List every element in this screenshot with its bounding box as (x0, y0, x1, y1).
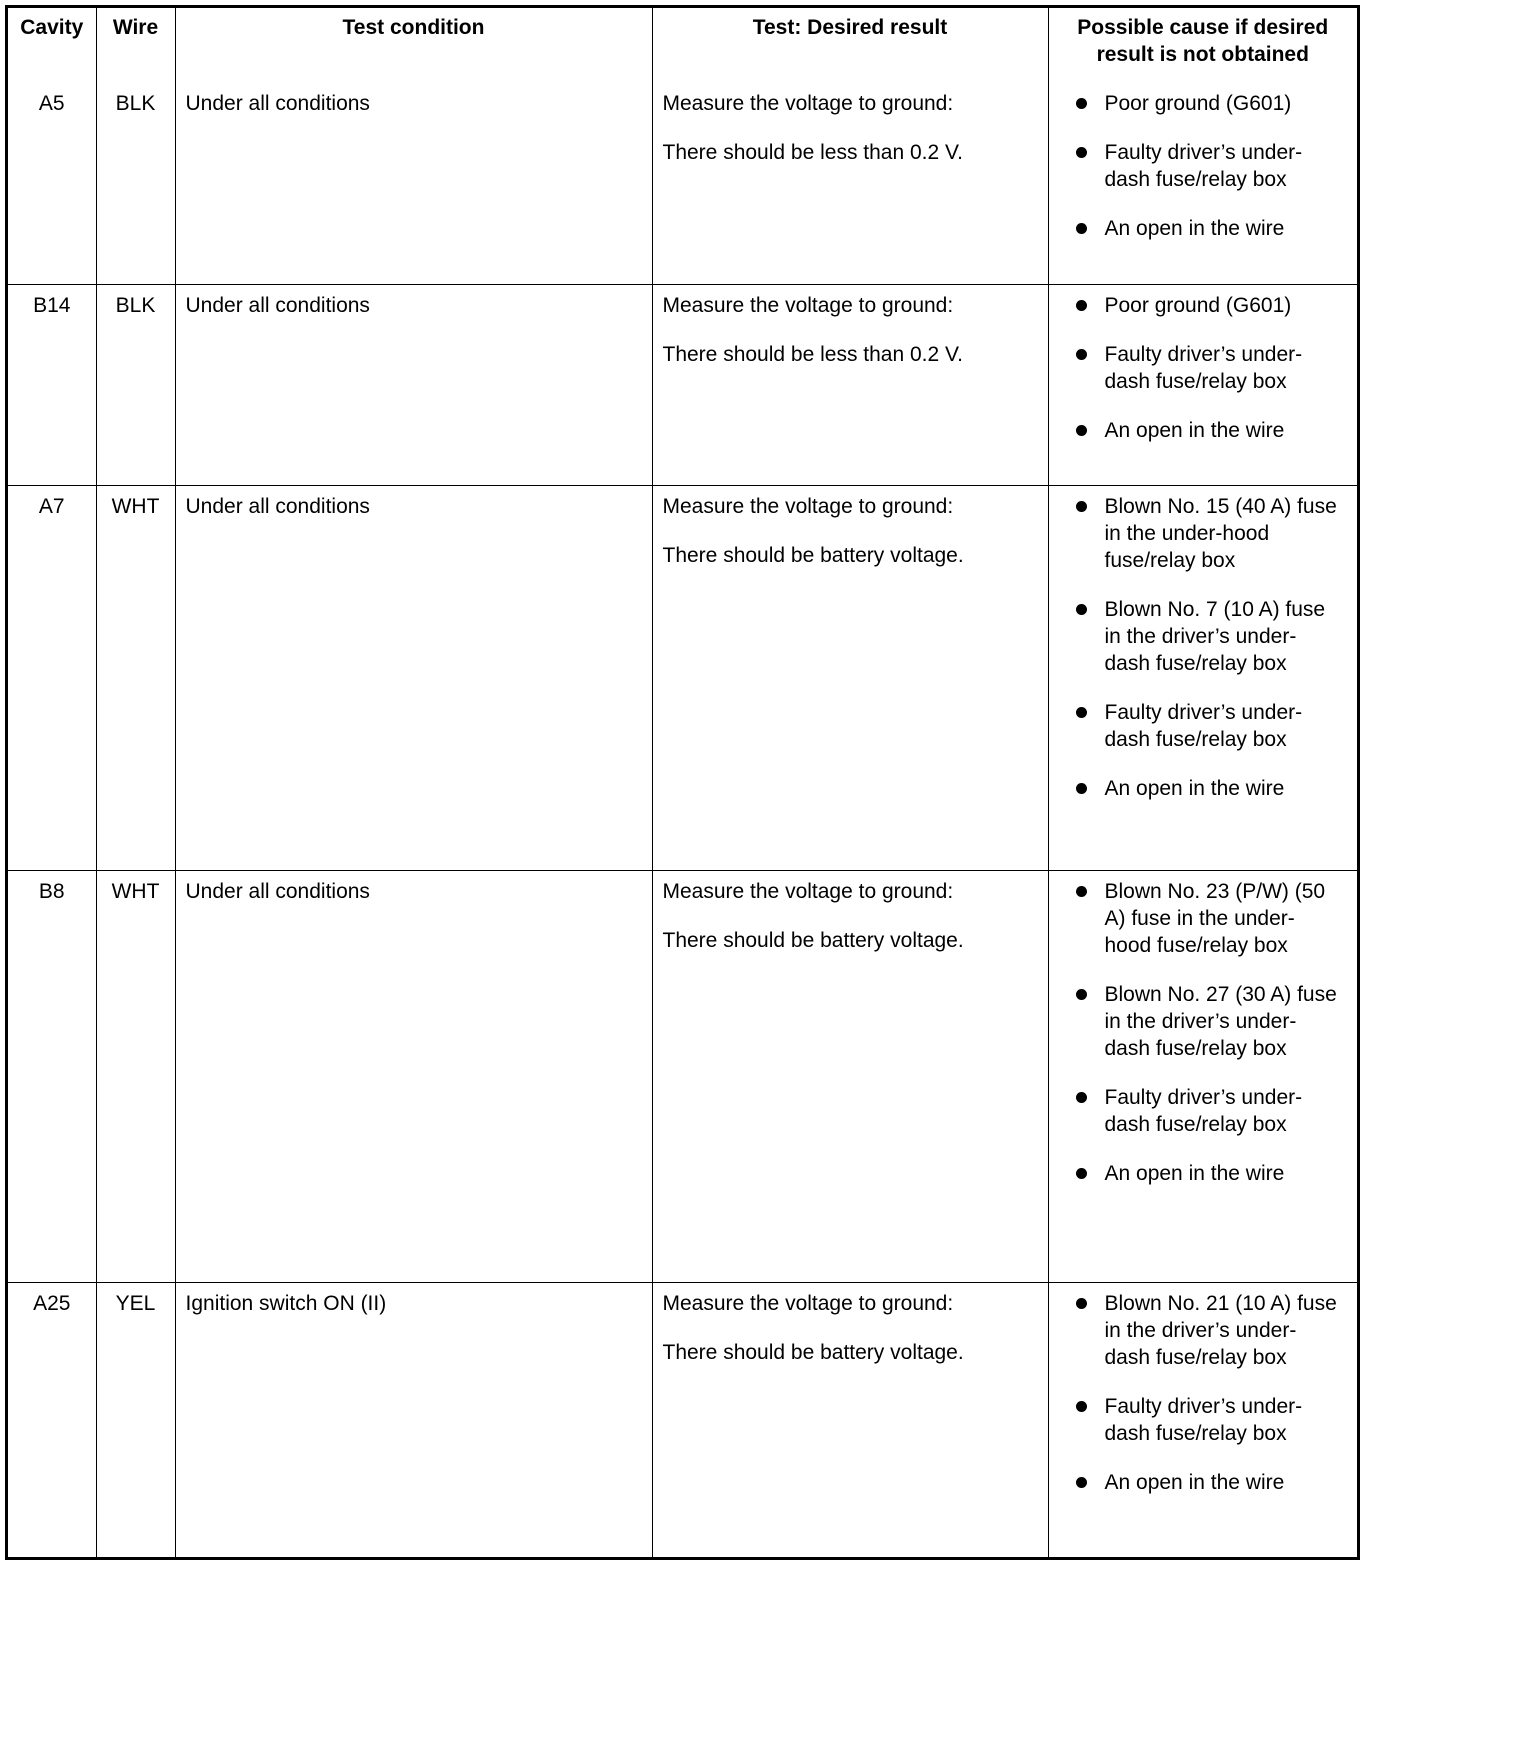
result-cell (652, 284, 1048, 485)
cause-item: Faulty driver’s under-dash fuse/relay box (1059, 1084, 1348, 1138)
result-instruction: Measure the voltage to ground: (662, 293, 954, 317)
result-cell (652, 83, 1048, 284)
condition-cell: Under all conditions (175, 83, 652, 284)
cause-item: Poor ground (G601) (1059, 90, 1348, 117)
cause-item: Blown No. 27 (30 A) fuse in the driver’s under-dash fuse/relay box (1059, 981, 1348, 1062)
cause-list (1059, 90, 1348, 242)
cause-list (1059, 1290, 1348, 1496)
cavity-cell: B14 (8, 284, 96, 485)
result-expectation: There should be battery voltage. (662, 1340, 964, 1364)
table-row (8, 485, 1357, 870)
cause-cell (1048, 870, 1357, 1282)
header-wire: Wire (96, 8, 175, 83)
condition-cell: Under all conditions (175, 870, 652, 1282)
result-instruction: Measure the voltage to ground: (662, 92, 954, 115)
result-cell (652, 485, 1048, 870)
result-instruction: Measure the voltage to ground: (662, 879, 954, 903)
result-instruction: Measure the voltage to ground: (662, 494, 954, 518)
cavity-cell: A7 (8, 485, 96, 870)
cause-item: Faulty driver’s under-dash fuse/relay box (1059, 1393, 1348, 1447)
result-expectation: There should be less than 0.2 V. (662, 141, 963, 164)
header-cavity: Cavity (8, 8, 96, 83)
cause-list (1059, 878, 1348, 1187)
wire-cell: BLK (96, 284, 175, 485)
wire-cell: WHT (96, 485, 175, 870)
header-row (8, 8, 1357, 83)
result-expectation: There should be battery voltage. (662, 543, 964, 567)
header-possible-cause: Possible cause if desired result is not obtained (1048, 8, 1357, 83)
wire-cell: BLK (96, 83, 175, 284)
result-expectation: There should be less than 0.2 V. (662, 342, 963, 366)
cavity-cell: A5 (8, 83, 96, 284)
cause-cell (1048, 485, 1357, 870)
cause-item: Blown No. 15 (40 A) fuse in the under-hood fuse/relay box (1059, 493, 1348, 574)
cause-item: Blown No. 7 (10 A) fuse in the driver’s under-dash fuse/relay box (1059, 596, 1348, 677)
cause-list (1059, 493, 1348, 802)
cause-list (1059, 292, 1348, 444)
cause-cell (1048, 1282, 1357, 1557)
wire-cell: WHT (96, 870, 175, 1282)
wire-cell: YEL (96, 1282, 175, 1557)
cause-item: Faulty driver’s under-dash fuse/relay box (1059, 699, 1348, 753)
cause-item: Blown No. 21 (10 A) fuse in the driver’s under-dash fuse/relay box (1059, 1290, 1348, 1371)
condition-cell: Under all conditions (175, 485, 652, 870)
cause-item: An open in the wire (1059, 1160, 1348, 1187)
cavity-cell: A25 (8, 1282, 96, 1557)
table-row (8, 83, 1357, 284)
condition-cell: Under all conditions (175, 284, 652, 485)
page (5, 5, 1360, 1560)
cause-item: Poor ground (G601) (1059, 292, 1348, 319)
cause-item: Blown No. 23 (P/W) (50 A) fuse in the under-hood fuse/relay box (1059, 878, 1348, 959)
cause-item: Faulty driver’s under-dash fuse/relay box (1059, 139, 1348, 193)
cause-item: An open in the wire (1059, 417, 1348, 444)
cause-cell (1048, 83, 1357, 284)
result-cell (652, 870, 1048, 1282)
header-desired-result: Test: Desired result (652, 8, 1048, 83)
cause-cell (1048, 284, 1357, 485)
cause-item: An open in the wire (1059, 775, 1348, 802)
table-row (8, 1282, 1357, 1557)
cause-item: An open in the wire (1059, 215, 1348, 242)
test-table (8, 8, 1357, 1557)
header-test-condition: Test condition (175, 8, 652, 83)
result-instruction: Measure the voltage to ground: (662, 1291, 954, 1315)
condition-cell: Ignition switch ON (II) (175, 1282, 652, 1557)
cavity-cell: B8 (8, 870, 96, 1282)
table-row (8, 870, 1357, 1282)
cause-item: An open in the wire (1059, 1469, 1348, 1496)
result-expectation: There should be battery voltage. (662, 928, 964, 952)
result-cell (652, 1282, 1048, 1557)
cause-item: Faulty driver’s under-dash fuse/relay box (1059, 341, 1348, 395)
table-row (8, 284, 1357, 485)
